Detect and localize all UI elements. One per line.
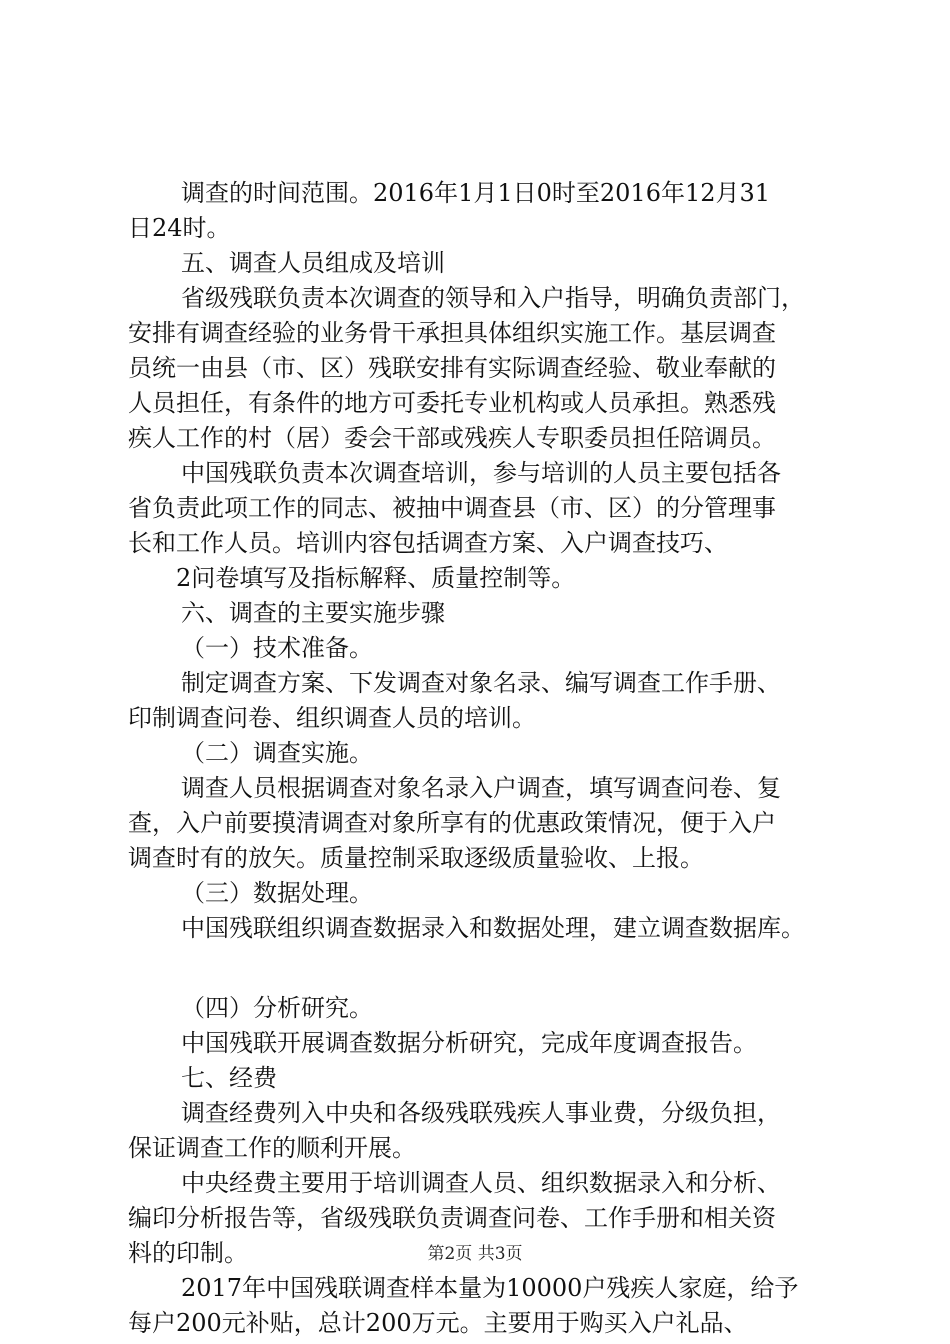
section-heading: 七、经费 xyxy=(181,1064,277,1092)
paragraph-line: 调查人员根据调查对象名录入户调查，填写调查问卷、复 xyxy=(181,774,781,802)
paragraph-line: 制定调查方案、下发调查对象名录、编写调查工作手册、 xyxy=(181,669,781,697)
section-heading: 五、调查人员组成及培训 xyxy=(181,249,445,277)
paragraph-line: 中央经费主要用于培训调查人员、组织数据录入和分析、 xyxy=(181,1169,781,1197)
paragraph-line: 人员担任，有条件的地方可委托专业机构或人员承担。熟悉残 xyxy=(128,389,776,417)
paragraph-line: 料的印制。 xyxy=(128,1239,248,1267)
paragraph-line: 2问卷填写及指标解释、质量控制等。 xyxy=(176,564,576,592)
paragraph-line: 日24时。 xyxy=(128,214,231,242)
paragraph-line: 员统一由县（市、区）残联安排有实际调查经验、敬业奉献的 xyxy=(128,354,776,382)
paragraph-line: 疾人工作的村（居）委会干部或残疾人专职委员担任陪调员。 xyxy=(128,424,776,452)
paragraph-line: 省负责此项工作的同志、被抽中调查县（市、区）的分管理事 xyxy=(128,494,776,522)
paragraph-line: 保证调查工作的顺利开展。 xyxy=(128,1134,416,1162)
paragraph-line: 安排有调查经验的业务骨干承担具体组织实施工作。基层调查 xyxy=(128,319,776,347)
paragraph-line: 2017年中国残联调查样本量为10000户残疾人家庭，给予 xyxy=(181,1274,799,1302)
paragraph-line: 中国残联负责本次调查培训，参与培训的人员主要包括各 xyxy=(181,459,781,487)
document-body xyxy=(128,176,843,1341)
paragraph-line: 印制调查问卷、组织调查人员的培训。 xyxy=(128,704,536,732)
paragraph-line: 每户200元补贴，总计200万元。主要用于购买入户礼品、 xyxy=(128,1309,748,1337)
blank-line xyxy=(128,946,843,991)
subsection-heading: （四）分析研究。 xyxy=(181,994,373,1022)
paragraph-line: 长和工作人员。培训内容包括调查方案、入户调查技巧、 xyxy=(128,529,728,557)
paragraph-line: 中国残联开展调查数据分析研究，完成年度调查报告。 xyxy=(181,1029,757,1057)
paragraph-line: 省级残联负责本次调查的领导和入户指导，明确负责部门， xyxy=(181,284,805,312)
paragraph-line: 查，入户前要摸清调查对象所享有的优惠政策情况，便于入户 xyxy=(128,809,776,837)
subsection-heading: （二）调查实施。 xyxy=(181,739,373,767)
paragraph-line: 中国残联组织调查数据录入和数据处理，建立调查数据库。 xyxy=(181,914,805,942)
paragraph-line: 编印分析报告等，省级残联负责调查问卷、工作手册和相关资 xyxy=(128,1204,776,1232)
subsection-heading: （三）数据处理。 xyxy=(181,879,373,907)
paragraph-line: 调查经费列入中央和各级残联残疾人事业费，分级负担， xyxy=(181,1099,781,1127)
subsection-heading: （一）技术准备。 xyxy=(181,634,373,662)
paragraph-line: 调查时有的放矢。质量控制采取逐级质量验收、上报。 xyxy=(128,844,704,872)
section-heading: 六、调查的主要实施步骤 xyxy=(181,599,445,627)
paragraph-line: 调查的时间范围。2016年1月1日0时至2016年12月31 xyxy=(181,179,771,207)
page-number: 第2页 共3页 xyxy=(427,1244,523,1264)
